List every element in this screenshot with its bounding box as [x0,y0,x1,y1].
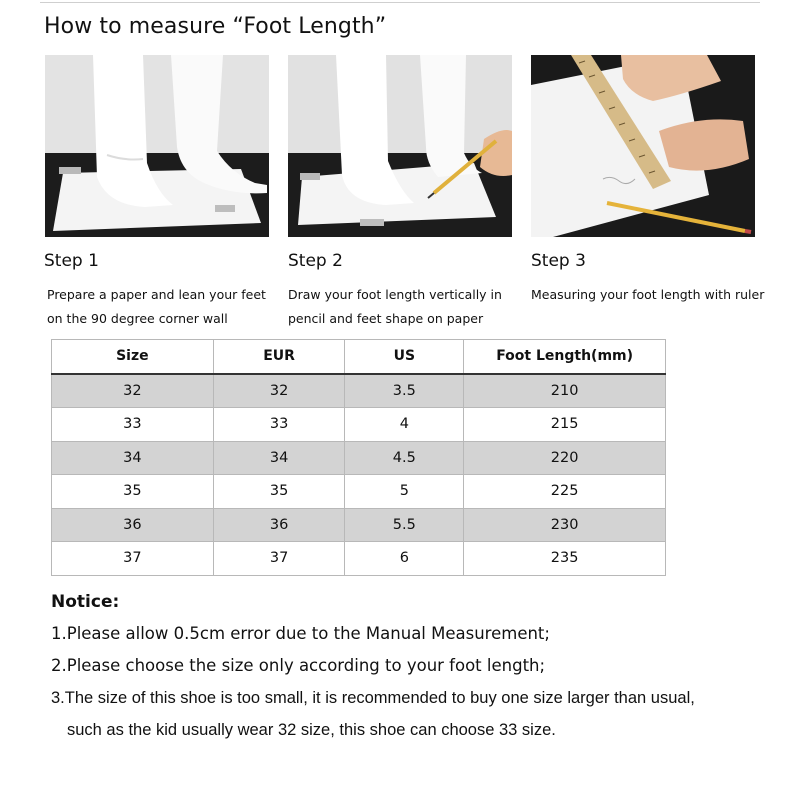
header-size: Size [52,340,214,374]
cell-size: 32 [52,374,214,408]
table-row [52,542,666,576]
cell-size: 35 [52,475,214,509]
cell-size: 36 [52,508,214,542]
cell-us: 6 [345,542,464,576]
cell-foot-length: 220 [464,441,666,475]
step-2-line-2: pencil and feet shape on paper [288,310,484,326]
cell-us: 4.5 [345,441,464,475]
cell-us: 4 [345,408,464,442]
cell-eur: 33 [213,408,345,442]
header-foot-length: Foot Length(mm) [464,340,666,374]
table-header-row [52,340,666,374]
top-divider [40,2,760,3]
notice-heading: Notice: [51,592,120,612]
step-3-line-1: Measuring your foot length with ruler [531,287,765,302]
cell-eur: 36 [213,508,345,542]
step-2-label: Step 2 [288,251,343,271]
cell-eur: 35 [213,475,345,509]
size-chart-table [51,339,666,576]
cell-size: 33 [52,408,214,442]
step-1-label: Step 1 [44,251,99,271]
page-title: How to measure “Foot Length” [44,14,387,39]
step-1-description [47,283,266,330]
cell-us: 5 [345,475,464,509]
table-row [52,475,666,509]
notice-item-3: 3.The size of this shoe is too small, it is recommended to buy one size larger than usual, [51,689,695,707]
step-2-photo [288,55,512,237]
table-row [52,408,666,442]
cell-foot-length: 225 [464,475,666,509]
step-1-line-2: on the 90 degree corner wall [47,310,228,326]
table-row [52,508,666,542]
cell-foot-length: 230 [464,508,666,542]
cell-foot-length: 215 [464,408,666,442]
step-3-label: Step 3 [531,251,586,271]
notice-item-2: 2.Please choose the size only according to your foot length; [51,656,546,675]
step-3-photo [531,55,755,237]
step-2-description [288,283,502,330]
cell-foot-length: 235 [464,542,666,576]
cell-us: 3.5 [345,374,464,408]
step-3-description [531,283,764,307]
cell-eur: 37 [213,542,345,576]
cell-eur: 34 [213,441,345,475]
table-row [52,441,666,475]
cell-foot-length: 210 [464,374,666,408]
notice-item-3-continuation: such as the kid usually wear 32 size, this shoe can choose 33 size. [67,721,556,739]
header-us: US [345,340,464,374]
step-1-photo [45,55,269,237]
cell-us: 5.5 [345,508,464,542]
step-1-line-1: Prepare a paper and lean your feet [47,287,266,302]
header-eur: EUR [213,340,345,374]
cell-eur: 32 [213,374,345,408]
notice-item-1: 1.Please allow 0.5cm error due to the Manual Measurement; [51,624,550,643]
table-row [52,374,666,408]
cell-size: 34 [52,441,214,475]
step-2-line-1: Draw your foot length vertically in [288,287,502,302]
cell-size: 37 [52,542,214,576]
